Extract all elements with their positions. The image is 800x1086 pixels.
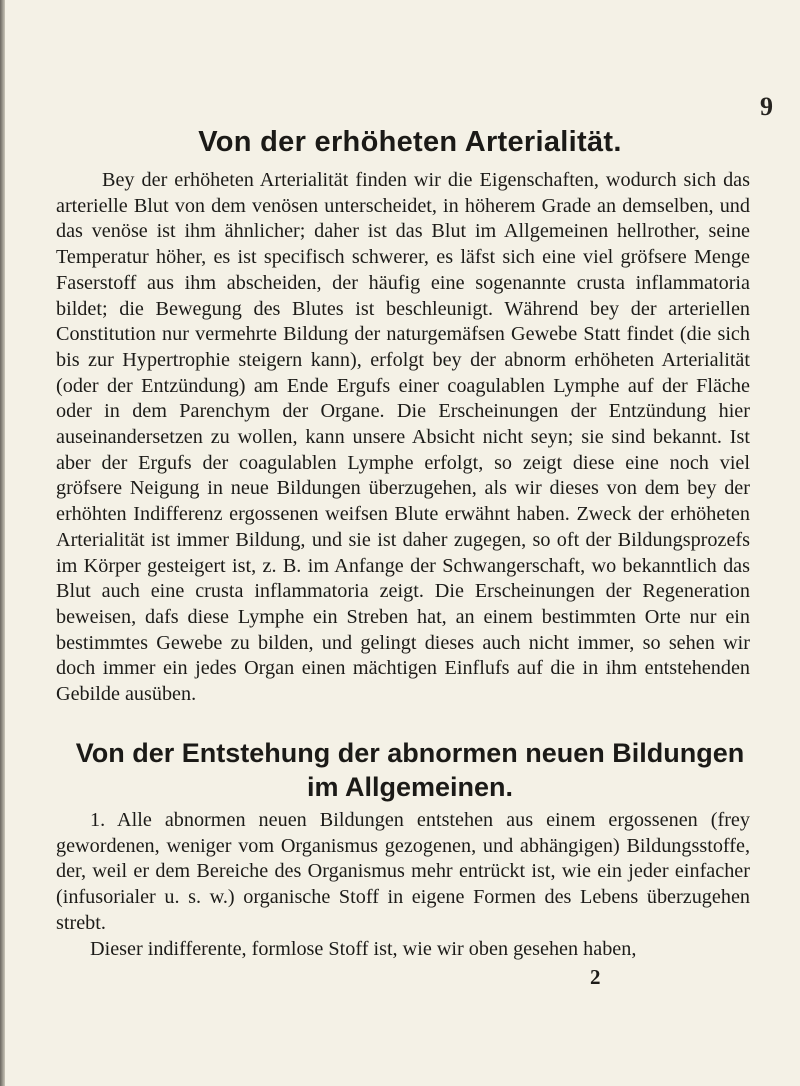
section-heading-erhoehete-arterialitaet: Von der erhöheten Arterialität. [198, 126, 622, 158]
page-binding-edge [0, 0, 5, 1086]
section-heading-entstehung [60, 736, 760, 804]
signature-mark: 2 [590, 965, 601, 989]
paragraph-continuation: Dieser indifferente, formlose Stoff ist, wie wir oben gesehen haben, [90, 938, 637, 960]
section-heading-line-2: im Allgemeinen. [306, 772, 514, 802]
paragraph-numbered-1: 1. Alle abnormen neuen Bildungen entstehen aus einem ergossenen (frey gewordenen, weniger vom Organismus gezogenen, und abhängigen) Bildungsstoffe, der, weil er dem Bereiche des Organismus mehr entrückt ist, wie ein jeder einfacher (infusorialer u. s. w.) organische Stoff in eigene Formen des Lebens überzugehen strebt. [56, 809, 750, 934]
section-heading-line-1: Von der Entstehung der abnormen neuen Bildungen [75, 738, 745, 768]
paragraph-arterialitaet: Bey der erhöheten Arterialität finden wir die Eigenschaften, wodurch sich das arterielle Blut von dem venösen unterscheidet, in höherem Grade an demselben, und das venöse ist ihm ähnlicher; daher ist das Blut im Allgemeinen hellrother, seine Temperatur höher, es ist specifisch schwerer, es läfst sich eine viel gröfsere Menge Faserstoff aus ihm abscheiden, der häufig eine sogenannte crusta inflammatoria bildet; die Bewegung des Blutes ist beschleunigt. Während bey der arteriellen Constitution nur vermehrte Bildung der naturgemäfsen Gewebe Statt findet (die sich bis zur Hypertrophie steigern kann), erfolgt bey der abnorm erhöheten Arterialität (oder der Entzündung) am Ende Ergufs einer coagulablen Lymphe auf der Fläche oder in dem Parenchym der Organe. Die Erscheinungen der Entzündung hier auseinandersetzen zu wollen, kann unsere Absicht nicht seyn; sie sind bekannt. Ist aber der Ergufs der coagulablen Lymphe erfolgt, so zeigt diese eine noch viel gröfsere Neigung in neue Bildungen überzugehen, als wir dieses von dem bey der erhöhten Indifferenz ergossenen weifsen Blute erwähnt haben. Zweck der erhöheten Arterialität ist immer Bildung, und sie ist daher zugegen, so oft der Bildungsprozefs im Körper gesteigert ist, z. B. im Anfange der Schwangerschaft, wo bekanntlich das Blut auch eine crusta inflammatoria zeigt. Die Erscheinungen der Regeneration beweisen, dafs diese Lymphe ein Streben hat, an einem bestimmten Orte nur ein bestimmtes Gewebe zu bilden, und gelingt dieses auch nicht immer, so sehen wir doch immer ein jedes Organ einen mächtigen Einflufs auf die in ihm entstehenden Gebilde ausüben. [56, 169, 750, 706]
page-number: 9 [760, 92, 773, 121]
